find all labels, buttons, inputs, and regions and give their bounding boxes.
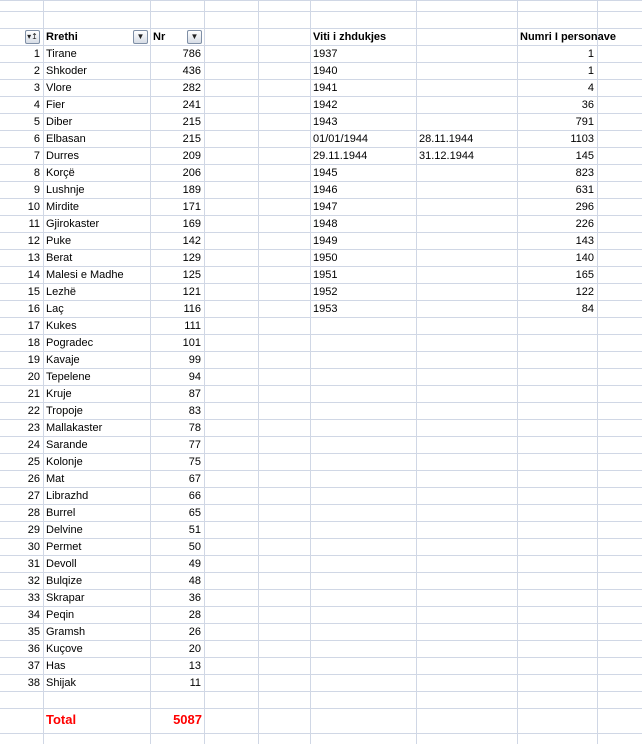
- row-rrethi[interactable]: Delvine: [46, 524, 83, 536]
- row-numri[interactable]: 143: [575, 235, 594, 247]
- row-rank[interactable]: 20: [27, 371, 40, 383]
- row-rank[interactable]: 33: [27, 592, 40, 604]
- row-numri[interactable]: 631: [575, 184, 594, 196]
- row-rrethi[interactable]: Shkoder: [46, 65, 87, 77]
- row-nr[interactable]: 171: [182, 201, 201, 213]
- row-rank[interactable]: 25: [27, 456, 40, 468]
- row-viti[interactable]: 01/01/1944: [313, 133, 369, 145]
- row-rrethi[interactable]: Korçë: [46, 167, 75, 179]
- row-nr[interactable]: 116: [183, 303, 201, 315]
- column-header-rrethi: Rrethi: [46, 31, 78, 43]
- row-nr[interactable]: 78: [188, 422, 201, 434]
- row-rrethi[interactable]: Tirane: [46, 48, 77, 60]
- row-rrethi[interactable]: Laç: [46, 303, 64, 315]
- row-nr[interactable]: 65: [188, 507, 201, 519]
- row-nr[interactable]: 36: [188, 592, 201, 604]
- row-viti[interactable]: 1937: [313, 48, 338, 60]
- row-rank[interactable]: 35: [27, 626, 40, 638]
- row-rank[interactable]: 19: [27, 354, 40, 366]
- row-viti[interactable]: 1946: [313, 184, 338, 196]
- row-rrethi[interactable]: Mat: [46, 473, 65, 485]
- row-nr[interactable]: 75: [188, 456, 201, 468]
- row-rrethi[interactable]: Elbasan: [46, 133, 86, 145]
- row-rank[interactable]: 34: [27, 609, 40, 621]
- row-data-mbarimi[interactable]: 28.11.1944: [419, 133, 474, 145]
- row-rrethi[interactable]: Berat: [46, 252, 73, 264]
- filter-sort-active-icon[interactable]: ▾↥: [25, 30, 40, 44]
- row-viti[interactable]: 1953: [313, 303, 338, 315]
- column-header-numri-i-personave: Numri I personave: [520, 31, 616, 43]
- row-numri[interactable]: 1103: [570, 133, 594, 145]
- row-numri[interactable]: 122: [575, 286, 594, 298]
- row-nr[interactable]: 67: [188, 473, 201, 485]
- row-rank[interactable]: 15: [27, 286, 40, 298]
- row-numri[interactable]: 145: [575, 150, 594, 162]
- total-value[interactable]: 5087: [173, 712, 202, 727]
- row-rrethi[interactable]: Lushnje: [46, 184, 85, 196]
- row-nr[interactable]: 13: [188, 660, 201, 672]
- row-rrethi[interactable]: Mirdite: [46, 201, 80, 213]
- row-rrethi[interactable]: Kavaje: [46, 354, 80, 366]
- row-rank[interactable]: 4: [33, 99, 40, 111]
- row-numri[interactable]: 1: [587, 48, 594, 60]
- row-numri[interactable]: 4: [587, 82, 594, 94]
- row-nr[interactable]: 50: [188, 541, 201, 553]
- row-data-mbarimi[interactable]: 31.12.1944: [419, 150, 475, 162]
- row-nr[interactable]: 99: [188, 354, 201, 366]
- row-rank[interactable]: 32: [27, 575, 40, 587]
- row-rrethi[interactable]: Librazhd: [46, 490, 89, 502]
- row-numri[interactable]: 791: [575, 116, 594, 128]
- row-rrethi[interactable]: Sarande: [46, 439, 88, 451]
- row-rank[interactable]: 3: [33, 82, 40, 94]
- row-rrethi[interactable]: Gjirokaster: [46, 218, 100, 230]
- total-label[interactable]: Total: [46, 712, 77, 727]
- row-nr[interactable]: 436: [182, 65, 201, 77]
- row-rrethi[interactable]: Malesi e Madhe: [46, 269, 124, 281]
- row-nr[interactable]: 189: [182, 184, 201, 196]
- row-rrethi[interactable]: Diber: [46, 116, 73, 128]
- row-nr[interactable]: 48: [188, 575, 201, 587]
- row-nr[interactable]: 20: [188, 643, 201, 655]
- row-rank[interactable]: 1: [33, 48, 40, 60]
- row-rank[interactable]: 17: [27, 320, 40, 332]
- row-nr[interactable]: 169: [182, 218, 201, 230]
- row-rank[interactable]: 13: [27, 252, 40, 264]
- row-rank[interactable]: 23: [27, 422, 40, 434]
- row-numri[interactable]: 140: [575, 252, 594, 264]
- row-rrethi[interactable]: Has: [46, 660, 66, 672]
- row-rrethi[interactable]: Pogradec: [46, 337, 94, 349]
- row-viti[interactable]: 1948: [313, 218, 338, 230]
- row-nr[interactable]: 51: [188, 524, 201, 536]
- row-rank[interactable]: 37: [27, 660, 40, 672]
- row-viti[interactable]: 1950: [313, 252, 338, 264]
- row-nr[interactable]: 786: [182, 48, 201, 60]
- row-numri[interactable]: 296: [575, 201, 594, 213]
- row-rrethi[interactable]: Lezhë: [46, 286, 76, 298]
- row-viti[interactable]: 1942: [313, 99, 338, 111]
- row-numri[interactable]: 823: [575, 167, 594, 179]
- row-rrethi[interactable]: Peqin: [46, 609, 75, 621]
- row-rank[interactable]: 28: [27, 507, 40, 519]
- row-viti[interactable]: 29.11.1944: [313, 150, 368, 162]
- row-nr[interactable]: 77: [188, 439, 201, 451]
- row-nr[interactable]: 215: [182, 116, 201, 128]
- row-rank[interactable]: 38: [27, 677, 40, 689]
- row-rrethi[interactable]: Mallakaster: [46, 422, 103, 434]
- row-nr[interactable]: 11: [189, 677, 201, 689]
- row-rank[interactable]: 5: [33, 116, 40, 128]
- row-numri[interactable]: 84: [581, 303, 594, 315]
- row-nr[interactable]: 215: [182, 133, 201, 145]
- row-rank[interactable]: 12: [27, 235, 40, 247]
- row-rrethi[interactable]: Vlore: [46, 82, 72, 94]
- row-rrethi[interactable]: Burrel: [46, 507, 76, 519]
- row-nr[interactable]: 129: [182, 252, 201, 264]
- row-nr[interactable]: 66: [188, 490, 201, 502]
- row-nr[interactable]: 125: [182, 269, 201, 281]
- row-rank[interactable]: 24: [27, 439, 40, 451]
- row-rrethi[interactable]: Gramsh: [46, 626, 86, 638]
- row-numri[interactable]: 1: [587, 65, 594, 77]
- row-nr[interactable]: 28: [188, 609, 201, 621]
- row-rank[interactable]: 29: [27, 524, 40, 536]
- row-rank[interactable]: 18: [27, 337, 40, 349]
- row-nr[interactable]: 209: [182, 150, 201, 162]
- row-rrethi[interactable]: Fier: [46, 99, 65, 111]
- row-nr[interactable]: 26: [188, 626, 201, 638]
- row-rrethi[interactable]: Permet: [46, 541, 82, 553]
- row-nr[interactable]: 206: [182, 167, 201, 179]
- row-rrethi[interactable]: Puke: [46, 235, 72, 247]
- row-rank[interactable]: 8: [33, 167, 40, 179]
- row-rank[interactable]: 31: [27, 558, 40, 570]
- row-nr[interactable]: 142: [182, 235, 201, 247]
- row-numri[interactable]: 165: [575, 269, 594, 281]
- row-viti[interactable]: 1949: [313, 235, 338, 247]
- row-rrethi[interactable]: Durres: [46, 150, 80, 162]
- row-nr[interactable]: 49: [188, 558, 201, 570]
- row-viti[interactable]: 1952: [313, 286, 338, 298]
- row-rank[interactable]: 22: [27, 405, 40, 417]
- row-rrethi[interactable]: Kukes: [46, 320, 77, 332]
- row-nr[interactable]: 101: [182, 337, 201, 349]
- row-rrethi[interactable]: Tropoje: [46, 405, 83, 417]
- row-rank[interactable]: 14: [27, 269, 40, 281]
- row-rank[interactable]: 2: [33, 65, 40, 77]
- row-rank[interactable]: 6: [33, 133, 40, 145]
- row-rrethi[interactable]: Kruje: [46, 388, 72, 400]
- row-rrethi[interactable]: Devoll: [46, 558, 77, 570]
- row-viti[interactable]: 1947: [313, 201, 338, 213]
- row-rank[interactable]: 11: [28, 218, 40, 230]
- row-viti[interactable]: 1945: [313, 167, 338, 179]
- row-rank[interactable]: 26: [27, 473, 40, 485]
- column-header-nr: Nr: [153, 31, 166, 43]
- row-rrethi[interactable]: Tepelene: [46, 371, 91, 383]
- row-viti[interactable]: 1943: [313, 116, 338, 128]
- row-viti[interactable]: 1940: [313, 65, 338, 77]
- row-nr[interactable]: 111: [184, 320, 201, 332]
- row-rank[interactable]: 16: [27, 303, 40, 315]
- row-nr[interactable]: 282: [182, 82, 201, 94]
- dropdown-arrow-icon[interactable]: ▼: [133, 30, 148, 44]
- row-rrethi[interactable]: Skrapar: [46, 592, 85, 604]
- row-rank[interactable]: 36: [27, 643, 40, 655]
- row-rrethi[interactable]: Bulqize: [46, 575, 83, 587]
- dropdown-arrow-icon[interactable]: ▼: [187, 30, 202, 44]
- row-numri[interactable]: 36: [581, 99, 594, 111]
- row-numri[interactable]: 226: [575, 218, 594, 230]
- row-rank[interactable]: 10: [27, 201, 40, 213]
- row-nr[interactable]: 83: [188, 405, 201, 417]
- row-rrethi[interactable]: Kuçove: [46, 643, 83, 655]
- row-rrethi[interactable]: Kolonje: [46, 456, 83, 468]
- row-rrethi[interactable]: Shijak: [46, 677, 76, 689]
- row-viti[interactable]: 1951: [313, 269, 338, 281]
- row-rank[interactable]: 30: [27, 541, 40, 553]
- row-nr[interactable]: 87: [188, 388, 201, 400]
- row-nr[interactable]: 121: [182, 286, 201, 298]
- row-rank[interactable]: 9: [33, 184, 40, 196]
- column-header-viti-i-zhdukjes: Viti i zhdukjes: [313, 31, 387, 43]
- row-rank[interactable]: 27: [27, 490, 40, 502]
- row-viti[interactable]: 1941: [313, 82, 338, 94]
- row-nr[interactable]: 94: [188, 371, 201, 383]
- row-rank[interactable]: 21: [27, 388, 40, 400]
- row-rank[interactable]: 7: [33, 150, 40, 162]
- row-nr[interactable]: 241: [182, 99, 201, 111]
